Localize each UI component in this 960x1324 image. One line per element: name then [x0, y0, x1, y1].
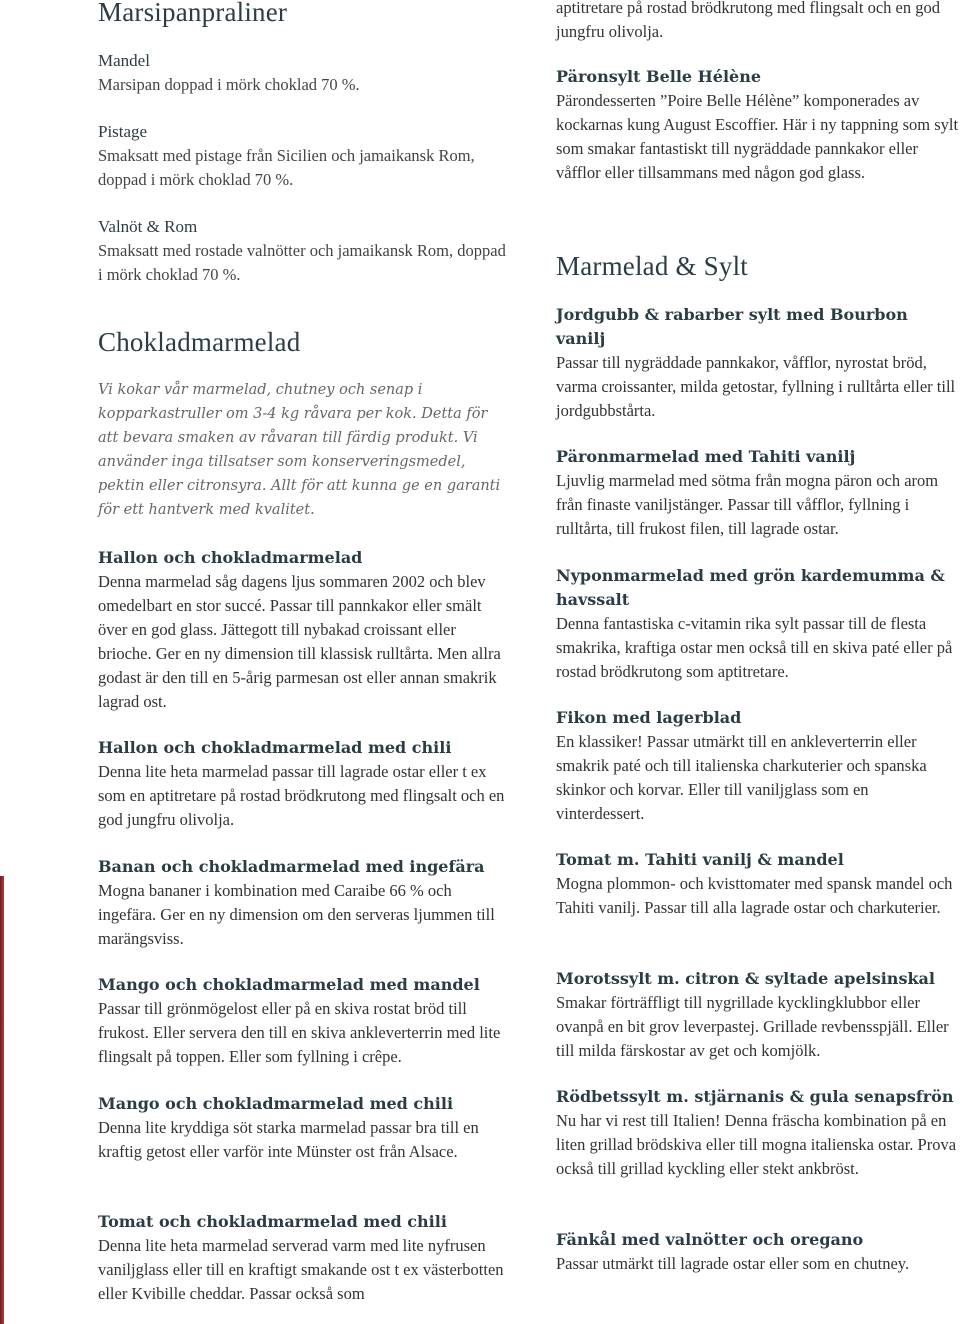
sylt-item-fankal [556, 1228, 960, 1276]
sylt-item-morot [556, 967, 960, 1063]
item-description: En klassiker! Passar utmärkt till en ankleverterrin eller smakrik paté och till italienska charkuterier och spanska skinkor och korvar. Eller till vaniljglass som en vinterdessert. [556, 732, 927, 823]
item-paronsylt-belle-helene [556, 65, 960, 185]
sylt-item-fikon [556, 706, 960, 826]
item-description: Denna lite heta marmelad serverad varm med lite nyfrusen vaniljglass eller till en kraftigt smakande ost t ex västerbotten eller Kvibille cheddar. Passar också som [98, 1236, 504, 1303]
choklad-item-mango-chili [98, 1092, 510, 1164]
item-title: Päronsylt Belle Hélène [556, 67, 762, 86]
item-description: Pärondesserten ”Poire Belle Hélène” komponerades av kockarnas kung August Escoffier. Här i ny tappning som sylt som smakar fantastiskt till nygräddade pannkakor eller våfflor eller tillsammans med någon god glass. [556, 91, 959, 182]
chokladmarmelad-intro: Vi kokar vår marmelad, chutney och senap i kopparkastruller om 3-4 kg råvara per kok. Detta för att bevara smaken av råvaran till färdig produkt. Vi använder inga tillsatser som konserveringsmedel, pektin eller citronsyra. Allt för att kunna ge en garanti för ett hantverk med kvalitet. [98, 382, 501, 518]
item-title: Morotssylt m. citron & syltade apelsinskal [556, 969, 935, 988]
item-title: Jordgubb & rabarber sylt med Bourbon vanilj [556, 305, 908, 348]
choklad-item-hallon [98, 546, 510, 714]
sylt-item-paronmarmelad [556, 445, 960, 541]
item-description: Marsipan doppad i mörk choklad 70 %. [98, 75, 360, 94]
item-title: Fänkål med valnötter och oregano [556, 1230, 864, 1249]
item-description: Passar utmärkt till lagrade ostar eller som en chutney. [556, 1254, 910, 1273]
item-description: Denna fantastiska c-vitamin rika sylt passar till de flesta smakrika, kraftiga ostar men också till en skiva paté eller på rostad brödkrutong som aptitretare. [556, 614, 953, 681]
item-description: Denna lite heta marmelad passar till lagrade ostar eller t ex som en aptitretare på rostad brödkrutong med flingsalt och en god jungfru olivolja. [98, 762, 505, 829]
item-title: Tomat och chokladmarmelad med chili [98, 1212, 447, 1231]
item-title: Rödbetssylt m. stjärnanis & gula senapsfrön [556, 1087, 954, 1106]
edge-decoration [0, 876, 4, 1324]
item-title: Valnöt & Rom [98, 217, 198, 236]
item-description: Smakar förträffligt till nygrillade kycklingklubbor eller ovanpå en bit grov leverpastej. Grillade revbensspjäll. Eller till milda färskostar av get och komjölk. [556, 993, 949, 1060]
item-description: Mogna bananer i kombination med Caraibe 66 % och ingefära. Ger en ny dimension om den serveras ljummen till marängsviss. [98, 881, 495, 948]
item-description: Mogna plommon- och kvisttomater med spansk mandel och Tahiti vanilj. Passar till alla lagrade ostar och charkuterier. [556, 874, 953, 917]
item-title: Nyponmarmelad med grön kardemumma & havssalt [556, 566, 945, 609]
item-description: Denna marmelad såg dagens ljus sommaren 2002 och blev omedelbart en stor succé. Passar till pannkakor eller smält över en god glass. Jättegott till nybakad croissant eller brioche. Ger en ny dimension till klassisk rulltårta. Men allra godast är den till en 5-årig parmesan ost eller annan smakrik lagrad ost. [98, 572, 501, 711]
item-description: Nu har vi rest till Italien! Denna fräscha kombination på en liten grillad brödskiva eller till mogna italienska ostar. Prova också till grillad kyckling eller stekt ankbröst. [556, 1111, 957, 1178]
marsipan-item-valnot [98, 215, 510, 287]
section-title-marmelad-sylt: Marmelad & Sylt [556, 251, 748, 281]
continued-text: aptitretare på rostad brödkrutong med flingsalt och en god jungfru olivolja. [556, 0, 940, 41]
item-title: Mango och chokladmarmelad med chili [98, 1094, 454, 1113]
item-title: Päronmarmelad med Tahiti vanilj [556, 447, 856, 466]
item-title: Banan och chokladmarmelad med ingefära [98, 857, 485, 876]
item-description: Smaksatt med rostade valnötter och jamaikansk Rom, doppad i mörk choklad 70 %. [98, 241, 506, 284]
item-title: Hallon och chokladmarmelad med chili [98, 738, 452, 757]
choklad-item-mango-mandel [98, 973, 510, 1069]
item-description: Smaksatt med pistage från Sicilien och jamaikansk Rom, doppad i mörk choklad 70 %. [98, 146, 475, 189]
sylt-item-tomat [556, 848, 960, 920]
item-description: Denna lite kryddiga söt starka marmelad passar bra till en kraftig getost eller varför inte Münster ost från Alsace. [98, 1118, 479, 1161]
sylt-item-rodbeta [556, 1085, 960, 1181]
marsipan-item-mandel [98, 49, 510, 97]
sylt-item-nypon [556, 564, 960, 684]
section-title-chokladmarmelad: Chokladmarmelad [98, 327, 301, 357]
sylt-item-jordgubb [556, 303, 960, 423]
item-title: Pistage [98, 122, 148, 141]
item-title: Tomat m. Tahiti vanilj & mandel [556, 850, 844, 869]
item-title: Fikon med lagerblad [556, 708, 742, 727]
item-title: Hallon och chokladmarmelad [98, 548, 363, 567]
marsipan-item-pistage [98, 120, 510, 192]
item-description: Passar till grönmögelost eller på en skiva rostat bröd till frukost. Eller servera den till en skiva ankleverterrin med lite flingsalt på toppen. Eller som fyllning i crêpe. [98, 999, 501, 1066]
choklad-item-tomat-chili [98, 1210, 510, 1306]
item-description: Passar till nygräddade pannkakor, våfflor, nyrostat bröd, varma croissanter, milda getostar, fyllning i rulltårta eller till jordgubbstårta. [556, 353, 956, 420]
item-description: Ljuvlig marmelad med sötma från mogna päron och arom från finaste vaniljstänger. Passar till våfflor, fyllning i rulltårta, till frukost filen, till lagrade ostar. [556, 471, 939, 538]
choklad-item-hallon-chili [98, 736, 510, 832]
choklad-item-banan [98, 855, 510, 951]
item-title: Mandel [98, 51, 150, 70]
section-title-marsipan: Marsipanpraliner [98, 0, 288, 27]
item-title: Mango och chokladmarmelad med mandel [98, 975, 480, 994]
